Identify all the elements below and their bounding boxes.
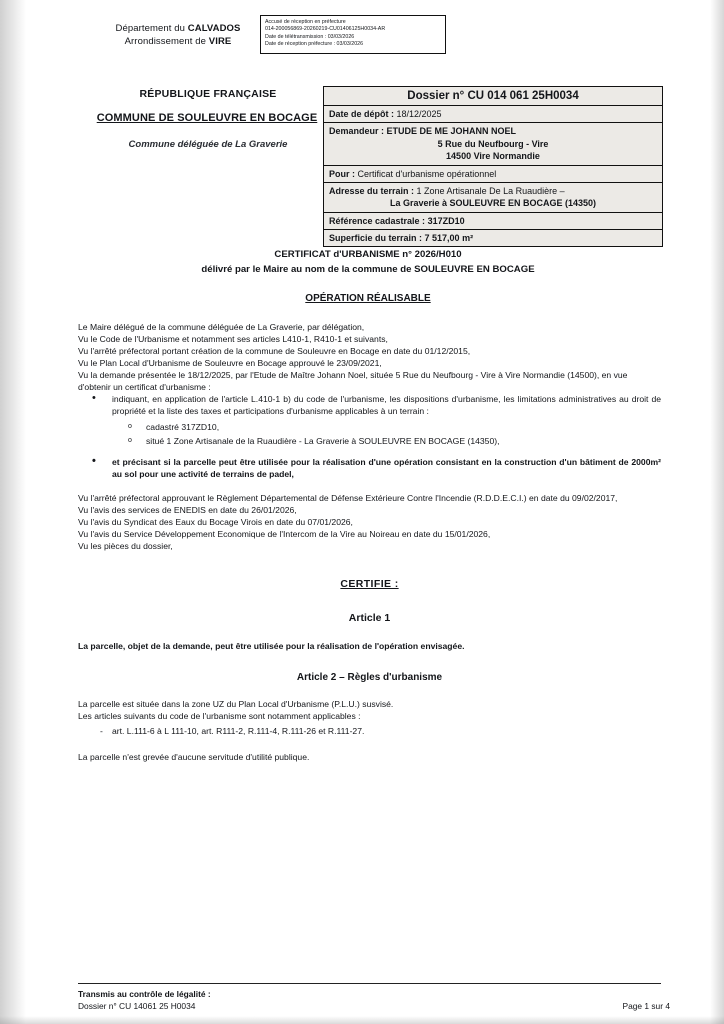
article-2-zone-text: La parcelle est située dans la zone UZ du Plan Local d'Urbanisme (P.L.U.) susvisé. xyxy=(78,699,394,709)
article-2-servitude-text: La parcelle n'est grevée d'aucune servitude d'utilité publique. xyxy=(78,752,310,762)
footer-divider xyxy=(78,983,661,984)
document-sheet xyxy=(26,0,710,1024)
depot-value: 18/12/2025 xyxy=(396,109,442,119)
paragraph-vu-enedis: Vu l'avis des services de ENEDIS en date du 26/01/2026, xyxy=(78,505,297,515)
article-2-articles-intro: Les articles suivants du code de l'urbanisme sont notamment applicables : xyxy=(78,711,361,721)
paragraph-vu-pieces: Vu les pièces du dossier, xyxy=(78,541,173,551)
dossier-info-box xyxy=(323,86,663,247)
paragraph-vu-plu: Vu le Plan Local d'Urbanisme de Souleuvre en Bocage approuvé le 23/09/2021, xyxy=(78,358,382,368)
sub-item-cadastre: o cadastré 317ZD10, xyxy=(112,421,661,433)
paragraph-intro: Le Maire délégué de la commune déléguée de La Graverie, par délégation, xyxy=(78,322,365,332)
article-2-heading: Article 2 – Règles d'urbanisme xyxy=(296,672,443,683)
article-2-articles-list xyxy=(78,725,661,737)
bullet-indiquant-text: indiquant, en application de l'article L.410-1 b) du code de l'urbanisme, les dispositions d'urbanisme, les limitations administratives au droit de propriété et la liste des taxes et participations d'urbanisme applicables à un terrain : xyxy=(112,394,661,416)
adresse-label: Adresse du terrain : xyxy=(329,185,417,196)
adresse-value: 1 Zone Artisanale De La Ruaudière – xyxy=(416,185,565,196)
demandeur-address-2: 14500 Vire Normandie xyxy=(446,151,540,161)
administrative-header xyxy=(78,22,278,48)
pour-label: Pour : xyxy=(329,168,358,179)
demandeur-address-1: 5 Rue du Neufbourg - Vire xyxy=(437,138,549,149)
pour-value: Certificat d'urbanisme opérationnel xyxy=(357,168,497,179)
cadastre-value: 317ZD10 xyxy=(427,215,465,226)
district-label: Arrondissement de xyxy=(124,36,209,47)
article-1-text: La parcelle, objet de la demande, peut être utilisée pour la réalisation de l'opération envisagée. xyxy=(78,641,465,651)
district-line xyxy=(78,35,278,48)
accuse-line-3: Date de télétransmission : 03/03/2026 xyxy=(265,33,355,40)
certificate-title-line2: délivré par le Maire au nom de la commune de SOULEUVRE EN BOCAGE xyxy=(201,264,535,275)
dossier-superficie-row xyxy=(324,230,662,246)
district-name: VIRE xyxy=(208,36,232,47)
depot-label: Date de dépôt : xyxy=(329,109,397,119)
operation-status: OPÉRATION RÉALISABLE xyxy=(305,293,431,304)
dossier-depot-row xyxy=(324,106,662,123)
dossier-pour-row xyxy=(324,166,662,183)
dossier-cadastre-row xyxy=(324,213,662,230)
paragraph-vu-demande: Vu la demande présentée le 18/12/2025, par l'Etude de Maître Johann Noel, située 5 Rue du Neufbourg - Vire à Vire Normandie (14500), en vue d'obtenir un certificat d'urbanisme : xyxy=(78,370,628,392)
department-name: CALVADOS xyxy=(187,23,241,34)
paragraph-vu-syndicat: Vu l'avis du Syndicat des Eaux du Bocage Virois en date du 07/01/2026, xyxy=(78,517,353,527)
paragraph-vu-rddeci: Vu l'arrêté préfectoral approuvant le Règlement Départemental de Défense Extérieure Contre l'Incendie (R.D.D.E.C.I.) en date du 09/02/2017, xyxy=(78,493,618,503)
cadastre-label: Référence cadastrale : xyxy=(329,215,428,226)
dossier-number: Dossier n° CU 014 061 25H0034 xyxy=(324,87,662,106)
article-1-heading: Article 1 xyxy=(348,612,391,624)
superficie-label: Superficie du terrain : xyxy=(329,232,425,243)
certificate-title xyxy=(78,247,658,277)
sub-item-situation: o situé 1 Zone Artisanale de la Ruaudière - La Graverie à SOULEUVRE EN BOCAGE (14350), xyxy=(112,435,661,447)
demande-bullet-list xyxy=(78,393,661,480)
department-label: Département du xyxy=(115,23,188,34)
department-line xyxy=(78,22,278,35)
demandeur-value: ETUDE DE ME JOHANN NOEL xyxy=(386,126,517,136)
article-2-list-item: - art. L.111-6 à L 111-10, art. R111-2, R.111-4, R.111-26 et R.111-27. xyxy=(78,725,661,737)
accuse-line-1: Accusé de réception en préfecture xyxy=(265,19,346,25)
bullet-item-precisant: • et précisant si la parcelle peut être utilisée pour la réalisation d'une opération consistant en la construction d'un bâtiment de 2000m² au sol pour une activité de terrains de padel, xyxy=(78,456,661,480)
adresse-line xyxy=(329,185,657,198)
accuse-reception-stamp xyxy=(260,15,446,54)
paragraph-vu-arrete-prefectoral: Vu l'arrêté préfectoral portant création de la commune de Souleuvre en Bocage en date du 01/12/2015, xyxy=(78,346,471,356)
dossier-demandeur-row xyxy=(324,123,662,166)
footer-transmis: Transmis au contrôle de légalité : xyxy=(78,989,211,999)
demandeur-label: Demandeur : xyxy=(329,126,387,136)
footer-left xyxy=(78,988,211,1012)
accuse-line-4: Date de réception préfecture : 03/03/2026 xyxy=(265,41,364,48)
dossier-adresse-row xyxy=(324,183,662,213)
document-body xyxy=(78,321,661,763)
certifie-heading: CERTIFIE : xyxy=(340,578,399,590)
accuse-line-2: 014-200056869-20260219-CU01406125H0034-AR xyxy=(265,26,386,33)
certificate-title-line1: CERTIFICAT d'URBANISME n° 2026/H010 xyxy=(274,249,462,260)
commune-heading: COMMUNE DE SOULEUVRE EN BOCAGE xyxy=(96,112,318,124)
adresse-value-2: La Graverie à SOULEUVRE EN BOCAGE (14350) xyxy=(389,198,597,208)
superficie-value: 7 517,00 m² xyxy=(424,232,474,243)
footer-dossier-ref: Dossier n° CU 14061 25 H0034 xyxy=(78,1001,196,1011)
demandeur-line xyxy=(329,125,657,138)
footer-page-number: Page 1 sur 4 xyxy=(622,1001,670,1011)
paragraph-vu-service-dev: Vu l'avis du Service Développement Economique de l'Intercom de la Vire au Noireau en date du 15/01/2026, xyxy=(78,529,491,539)
paragraph-vu-code: Vu le Code de l'Urbanisme et notamment ses articles L410-1, R410-1 et suivants, xyxy=(78,334,388,344)
terrain-sub-list xyxy=(112,421,661,447)
bullet-item-indiquant xyxy=(78,393,661,447)
commune-deleguee-heading: Commune déléguée de La Graverie xyxy=(128,139,288,150)
republic-heading: RÉPUBLIQUE FRANÇAISE xyxy=(139,88,277,100)
